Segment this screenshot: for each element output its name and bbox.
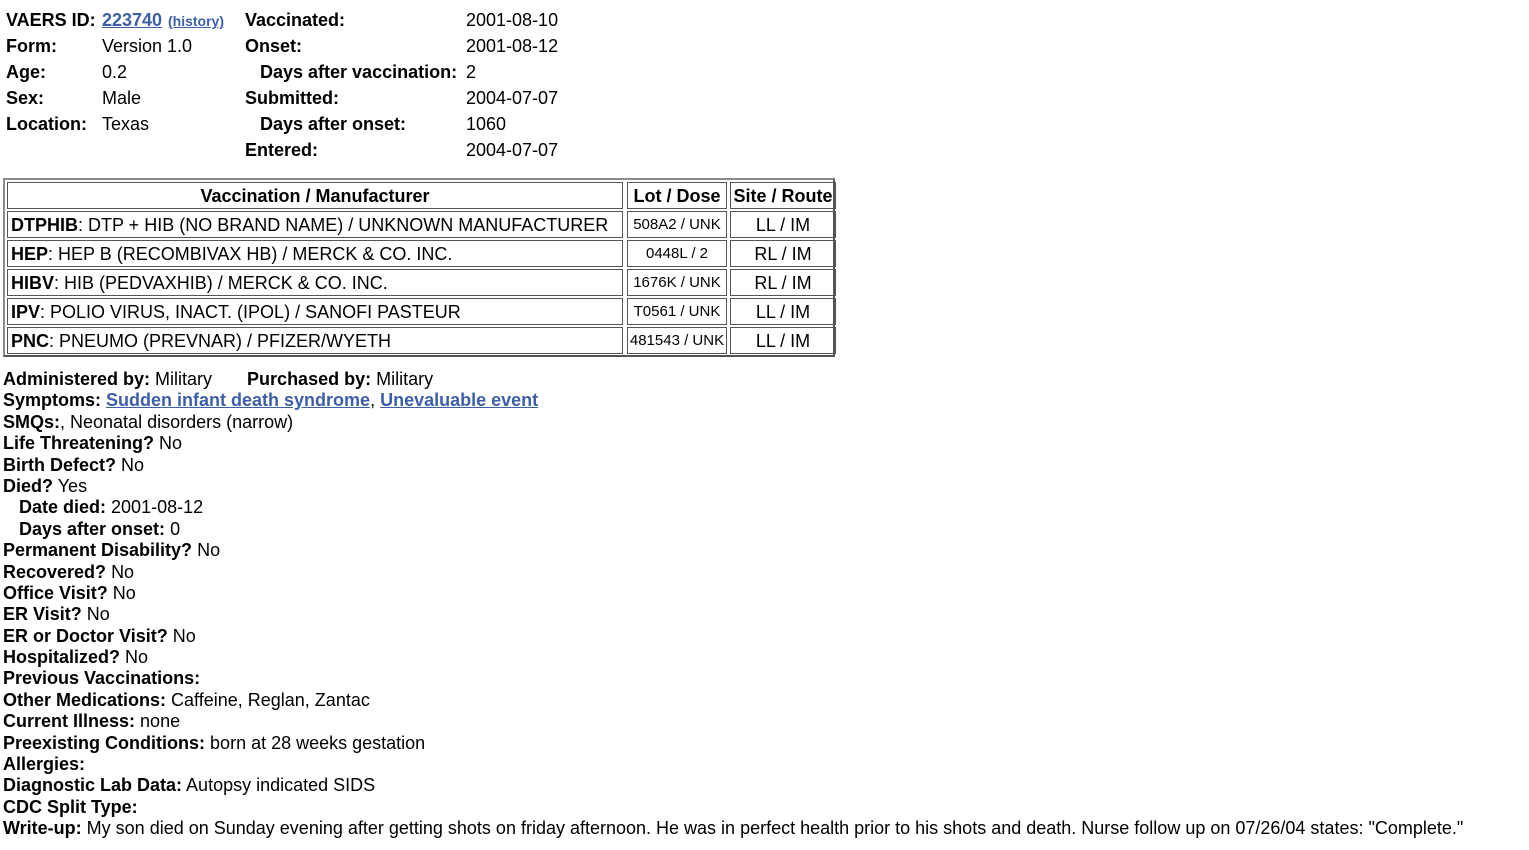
lot-dose-cell: 481543 / UNK xyxy=(627,327,727,354)
recovered-label: Recovered? xyxy=(3,561,107,582)
vaccine-cell xyxy=(7,240,623,267)
office-visit-label: Office Visit? xyxy=(3,582,108,603)
life-threatening-label: Life Threatening? xyxy=(3,433,155,454)
header-site-route: Site / Route xyxy=(730,182,836,209)
submitted-label: Submitted: xyxy=(245,88,339,108)
er-doctor-visit-label: ER or Doctor Visit? xyxy=(3,625,168,646)
hospitalized-line xyxy=(3,647,1463,668)
site-route-cell: RL / IM xyxy=(730,269,836,296)
writeup-line xyxy=(3,818,1463,839)
purchased-value: Military xyxy=(376,369,434,389)
symptom-link-sids[interactable]: Sudden infant death syndrome xyxy=(106,390,371,411)
symptom-separator: , xyxy=(370,390,376,411)
report-details xyxy=(3,369,1463,840)
days-after-onset-label: Days after onset: xyxy=(260,114,407,134)
days-after-onset-value: 1060 xyxy=(466,114,507,134)
recovered-line xyxy=(3,562,1463,583)
site-route-cell: LL / IM xyxy=(730,327,836,354)
location-label: Location: xyxy=(6,114,87,134)
administered-purchased-line xyxy=(3,369,1463,390)
symptoms-line xyxy=(3,390,1463,411)
er-visit-line xyxy=(3,604,1463,625)
current-illness-line xyxy=(3,711,1463,732)
onset-label: Onset: xyxy=(245,36,303,56)
vaccine-code: HIBV xyxy=(11,273,55,293)
lot-dose-cell: T0561 / UNK xyxy=(627,298,727,325)
vaccinated-value: 2001-08-10 xyxy=(466,10,559,30)
died-label: Died? xyxy=(3,475,54,496)
site-route-cell: LL / IM xyxy=(730,298,836,325)
recovered-value: No xyxy=(111,561,135,582)
vaers-id-link[interactable]: 223740 xyxy=(102,10,163,30)
office-visit-line xyxy=(3,583,1463,604)
lot-dose-cell: 1676K / UNK xyxy=(627,269,727,296)
death-days-after-onset-line xyxy=(3,519,1463,540)
administered-label: Administered by: xyxy=(3,369,151,389)
vaccine-cell xyxy=(7,211,623,238)
date-died-label: Date died: xyxy=(19,497,107,518)
lot-dose-cell: 0448L / 2 xyxy=(627,240,727,267)
death-days-after-onset-value: 0 xyxy=(170,518,181,539)
days-after-vaccination-value: 2 xyxy=(466,62,477,82)
days-after-vaccination-label: Days after vaccination: xyxy=(260,62,458,82)
vaccine-desc: : HIB (PEDVAXHIB) / MERCK & CO. INC. xyxy=(54,273,388,293)
purchased-label: Purchased by: xyxy=(247,369,372,389)
vaccine-code: DTPHIB xyxy=(11,215,78,235)
preexisting-conditions-line xyxy=(3,733,1463,754)
table-row xyxy=(5,240,835,269)
death-days-after-onset-label: Days after onset: xyxy=(19,518,166,539)
er-doctor-visit-line xyxy=(3,626,1463,647)
current-illness-label: Current Illness: xyxy=(3,711,136,732)
sex-label: Sex: xyxy=(6,88,45,108)
form-label: Form: xyxy=(6,36,57,56)
writeup-label: Write-up: xyxy=(3,818,82,839)
vaccine-cell xyxy=(7,269,623,296)
history-link[interactable]: (history) xyxy=(168,13,224,29)
birth-defect-label: Birth Defect? xyxy=(3,454,117,475)
vaers-id-label: VAERS ID: xyxy=(6,10,96,30)
site-route-cell: LL / IM xyxy=(730,211,836,238)
permanent-disability-value: No xyxy=(197,540,221,561)
administered-value: Military xyxy=(155,369,213,389)
age-value: 0.2 xyxy=(102,62,128,82)
table-header-row xyxy=(5,182,835,211)
preexisting-conditions-label: Preexisting Conditions: xyxy=(3,732,206,753)
died-value: Yes xyxy=(57,475,88,496)
office-visit-value: No xyxy=(112,582,136,603)
site-route-cell: RL / IM xyxy=(730,240,836,267)
smqs-line xyxy=(3,412,1463,433)
birth-defect-value: No xyxy=(121,454,145,475)
hospitalized-label: Hospitalized? xyxy=(3,647,121,668)
submitted-value: 2004-07-07 xyxy=(466,88,559,108)
vaccine-desc: : PNEUMO (PREVNAR) / PFIZER/WYETH xyxy=(49,331,392,351)
permanent-disability-label: Permanent Disability? xyxy=(3,540,193,561)
allergies-line xyxy=(3,754,1463,775)
preexisting-conditions-value: born at 28 weeks gestation xyxy=(210,732,426,753)
sex-value: Male xyxy=(102,88,142,108)
entered-value: 2004-07-07 xyxy=(466,140,559,160)
lot-dose-cell: 508A2 / UNK xyxy=(627,211,727,238)
previous-vaccinations-label: Previous Vaccinations: xyxy=(3,668,201,689)
vaccine-desc: : POLIO VIRUS, INACT. (IPOL) / SANOFI PASTEUR xyxy=(40,302,461,322)
vaccine-cell xyxy=(7,298,623,325)
life-threatening-line xyxy=(3,433,1463,454)
vaccine-desc: : DTP + HIB (NO BRAND NAME) / UNKNOWN MANUFACTURER xyxy=(78,215,609,235)
smqs-value: , Neonatal disorders (narrow) xyxy=(60,411,294,432)
vaccine-code: IPV xyxy=(11,302,41,322)
vaccine-code: HEP xyxy=(11,244,49,264)
date-died-line xyxy=(3,497,1463,518)
smqs-label: SMQs: xyxy=(3,411,61,432)
er-doctor-visit-value: No xyxy=(172,625,196,646)
header-lot-dose: Lot / Dose xyxy=(627,182,727,209)
vaccine-cell xyxy=(7,327,623,354)
symptoms-label: Symptoms: xyxy=(3,390,102,411)
permanent-disability-line xyxy=(3,540,1463,561)
other-medications-label: Other Medications: xyxy=(3,689,167,710)
birth-defect-line xyxy=(3,455,1463,476)
life-threatening-value: No xyxy=(159,433,183,454)
other-medications-line xyxy=(3,690,1463,711)
diagnostic-lab-label: Diagnostic Lab Data: xyxy=(3,775,183,796)
table-row xyxy=(5,211,835,240)
er-visit-label: ER Visit? xyxy=(3,604,82,625)
vaccinated-label: Vaccinated: xyxy=(245,10,346,30)
table-row xyxy=(5,269,835,298)
vaccine-table xyxy=(3,178,835,357)
allergies-label: Allergies: xyxy=(3,754,86,775)
onset-value: 2001-08-12 xyxy=(466,36,559,56)
hospitalized-value: No xyxy=(125,647,149,668)
table-row xyxy=(5,327,835,356)
cdc-split-type-label: CDC Split Type: xyxy=(3,796,138,817)
diagnostic-lab-value: Autopsy indicated SIDS xyxy=(186,775,376,796)
form-value: Version 1.0 xyxy=(102,36,193,56)
died-line xyxy=(3,476,1463,497)
current-illness-value: none xyxy=(140,711,181,732)
writeup-text: My son died on Sunday evening after getting shots on friday afternoon. He was in perfect health prior to his shots and death. Nurse follow up on 07/26/04 states: "Complete." xyxy=(86,818,1464,839)
table-row xyxy=(5,298,835,327)
other-medications-value: Caffeine, Reglan, Zantac xyxy=(171,689,370,710)
cdc-split-type-line xyxy=(3,797,1463,818)
er-visit-value: No xyxy=(86,604,110,625)
diagnostic-lab-line xyxy=(3,775,1463,796)
age-label: Age: xyxy=(6,62,46,82)
location-value: Texas xyxy=(102,114,150,134)
header-vaccination-manufacturer: Vaccination / Manufacturer xyxy=(7,182,623,209)
vaccine-code: PNC xyxy=(11,331,50,351)
previous-vaccinations-line xyxy=(3,668,1463,689)
vaccine-desc: : HEP B (RECOMBIVAX HB) / MERCK & CO. INC. xyxy=(48,244,453,264)
entered-label: Entered: xyxy=(245,140,319,160)
symptom-link-unevaluable[interactable]: Unevaluable event xyxy=(380,390,539,411)
date-died-value: 2001-08-12 xyxy=(111,497,204,518)
